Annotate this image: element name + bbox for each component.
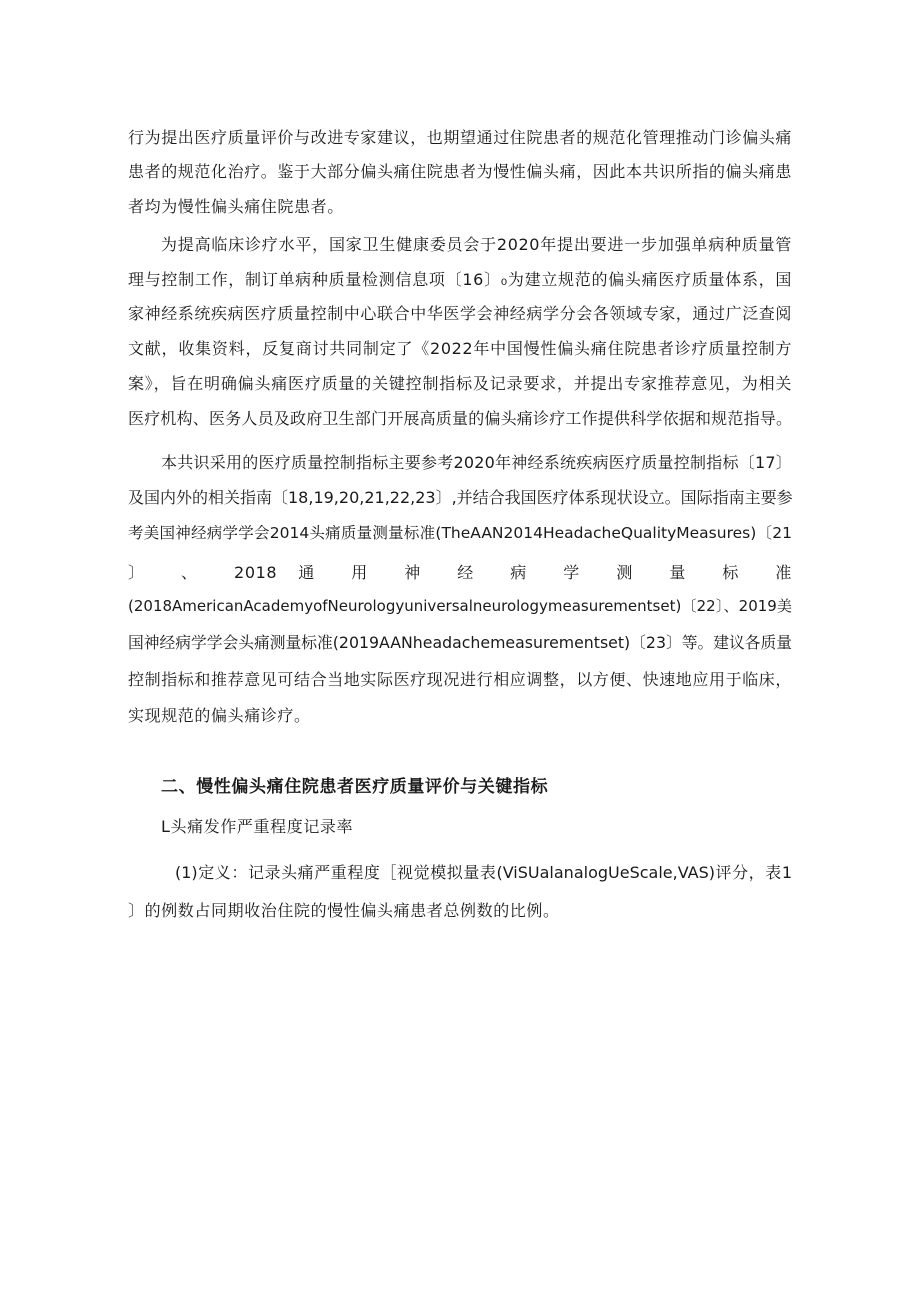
paragraph-3-line-7: 控制指标和推荐意见可结合当地实际医疗现况进行相应调整，以方便、快速地应用于临床， — [128, 670, 793, 689]
paragraph-3-line-8: 实现规范的偏头痛诊疗。 — [128, 706, 311, 725]
paragraph-2-line-2: 理与控制工作，制订单病种质量检测信息项〔16〕₀为建立规范的偏头痛医疗质量体系，国 — [128, 270, 792, 289]
paragraph-2-line-5: 案》，旨在明确偏头痛医疗质量的关键控制指标及记录要求，并提出专家推荐意见，为相关 — [128, 374, 792, 393]
definition-line-2: 〕的例数占同期收治住院的慢性偏头痛患者总例数的比例。 — [128, 901, 560, 920]
paragraph-3-line-2: 及国内外的相关指南〔18,19,20,21,22,23〕,并结合我国医疗体系现状设立。国际指南主要参 — [128, 488, 793, 507]
paragraph-2-line-1: 为提高临床诊疗水平，国家卫生健康委员会于2020年提出要进一步加强单病种质量管 — [161, 235, 792, 254]
paragraph-2-line-3: 家神经系统疾病医疗质量控制中心联合中华医学会神经病学分会各领域专家，通过广泛查阅 — [128, 304, 793, 323]
paragraph-1-line-2: 患者的规范化治疗。鉴于大部分偏头痛住院患者为慢性偏头痛，因此本共识所指的偏头痛患 — [128, 162, 793, 181]
paragraph-3-line-4: 〕 、 2018 通 用 神 经 病 学 测 量 标 准 — [128, 563, 792, 582]
section-subheading: L头痛发作严重程度记录率 — [161, 817, 354, 836]
paragraph-1-line-1: 行为提出医疗质量评价与改进专家建议，也期望通过住院患者的规范化管理推动门诊偏头痛 — [128, 128, 793, 147]
paragraph-2-line-4: 文献，收集资料，反复商讨共同制定了《2022年中国慢性偏头痛住院患者诊疗质量控制方 — [128, 339, 792, 358]
paragraph-3-line-6: 国神经病学学会头痛测量标准(2019AANheadachemeasurementset)〔23〕等。建议各质量 — [128, 633, 792, 652]
paragraph-3-line-1: 本共识采用的医疗质量控制指标主要参考2020年神经系统疾病医疗质量控制指标〔17〕 — [161, 453, 792, 472]
section-heading: 二、慢性偏头痛住院患者医疗质量评价与关键指标 — [161, 777, 549, 797]
paragraph-1-line-3: 者均为慢性偏头痛住院患者。 — [128, 197, 344, 216]
definition-line-1: (1)定义：记录头痛严重程度［视觉模拟量表(ViSUalanalogUeScale,VAS)评分，表1 — [175, 863, 792, 882]
paragraph-2-line-6: 医疗机构、医务人员及政府卫生部门开展高质量的偏头痛诊疗工作提供科学依据和规范指导。 — [128, 409, 792, 428]
paragraph-3-line-5: (2018AmericanAcademyofNeurologyuniversalneurologymeasurementset)〔22〕、2019美 — [128, 597, 792, 615]
paragraph-3-line-3: 考美国神经病学学会2014头痛质量测量标准(TheAAN2014HeadacheQualityMeasures)〔21 — [128, 524, 792, 542]
